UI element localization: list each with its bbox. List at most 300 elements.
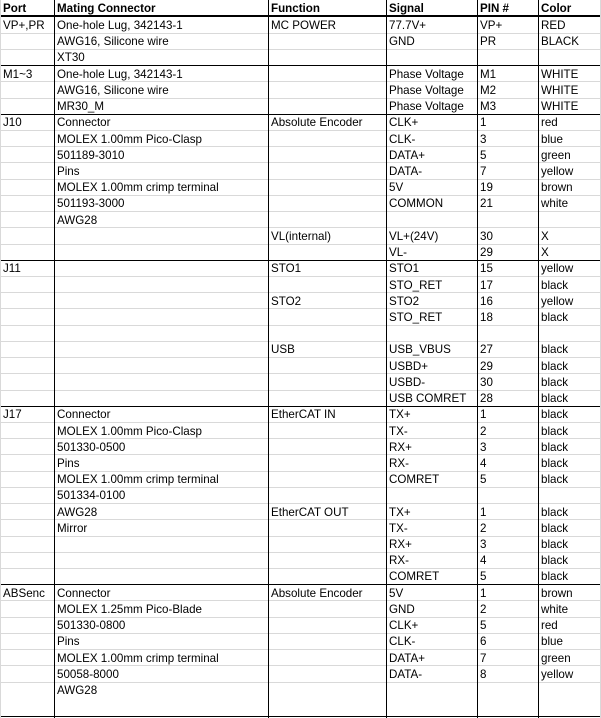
connector-cell: MOLEX 1.00mm Pico-Clasp — [57, 132, 202, 146]
function-cell — [271, 650, 385, 667]
column-divider — [0, 0, 1, 718]
port-cell — [3, 179, 52, 196]
color-cell: white — [541, 602, 569, 616]
table-row — [0, 33, 601, 50]
function-cell: STO2 — [271, 294, 302, 308]
signal-cell: Phase Voltage — [389, 67, 464, 81]
table-row — [0, 17, 601, 34]
signal-cell: CLK- — [389, 132, 416, 146]
port-cell — [3, 98, 52, 115]
table-row — [0, 536, 601, 553]
row-divider — [0, 665, 601, 666]
table-row — [0, 309, 601, 326]
function-cell — [271, 33, 385, 50]
pin-cell — [480, 49, 536, 66]
function-cell — [271, 666, 385, 683]
row-divider — [0, 422, 601, 423]
connector-cell: Pins — [57, 164, 80, 178]
row-divider — [0, 130, 601, 131]
port-cell — [3, 33, 52, 50]
table-bottom-border — [0, 716, 601, 717]
port-cell — [3, 650, 52, 667]
row-divider — [0, 341, 601, 342]
color-cell: black — [541, 440, 569, 454]
connector-cell — [57, 390, 267, 407]
table-row — [0, 585, 601, 602]
pin-cell: 21 — [480, 197, 493, 211]
color-cell: RED — [541, 19, 566, 32]
color-cell: X — [541, 246, 549, 260]
row-divider — [0, 65, 601, 66]
signal-cell — [389, 325, 475, 342]
connector-cell — [57, 536, 267, 553]
port-cell: VP+,PR — [3, 19, 45, 32]
table-row — [0, 325, 601, 342]
table-row — [0, 147, 601, 164]
connector-cell: MOLEX 1.00mm Pico-Clasp — [57, 424, 202, 438]
connector-cell: AWG28 — [57, 505, 98, 519]
port-cell — [3, 147, 52, 164]
color-cell: green — [541, 148, 571, 162]
color-cell: WHITE — [541, 67, 579, 81]
connector-cell: MR30_M — [57, 100, 105, 114]
port-cell: ABSenc — [3, 586, 45, 600]
function-cell: USB — [271, 343, 295, 357]
connector-cell: 501334-0100 — [57, 489, 126, 503]
color-cell — [541, 212, 599, 229]
signal-cell: STO2 — [389, 294, 420, 308]
signal-cell: CLK+ — [389, 116, 419, 130]
port-cell: J10 — [3, 116, 22, 130]
table-row — [0, 163, 601, 180]
port-cell — [3, 341, 52, 358]
port-cell — [3, 682, 52, 699]
row-divider — [0, 617, 601, 618]
connector-cell: One-hole Lug, 342143-1 — [57, 19, 183, 32]
connector-cell — [57, 244, 267, 261]
header-color: Color — [541, 2, 572, 15]
function-cell — [271, 147, 385, 164]
color-cell: yellow — [541, 164, 574, 178]
row-divider — [0, 195, 601, 196]
row-divider — [0, 276, 601, 277]
connector-cell: 501330-0500 — [57, 440, 126, 454]
table-row — [0, 374, 601, 391]
port-cell — [3, 195, 52, 212]
signal-cell: DATA+ — [389, 148, 425, 162]
signal-cell: STO_RET — [389, 310, 443, 324]
signal-cell: VL+(24V) — [389, 229, 439, 243]
color-cell: black — [541, 310, 569, 324]
color-cell: black — [541, 359, 569, 373]
color-cell: green — [541, 651, 571, 665]
port-cell: M1~3 — [3, 67, 33, 81]
header-mating-connector: Mating Connector — [57, 2, 156, 15]
row-divider — [0, 454, 601, 455]
function-cell — [271, 212, 385, 229]
signal-cell: COMRET — [389, 570, 440, 584]
port-cell — [3, 212, 52, 229]
port-cell — [3, 309, 52, 326]
signal-cell: DATA- — [389, 164, 423, 178]
row-divider — [0, 146, 601, 147]
pin-cell: 1 — [480, 408, 487, 422]
port-cell: J11 — [3, 262, 21, 276]
table-row — [0, 650, 601, 667]
table-row — [0, 520, 601, 537]
port-cell — [3, 131, 52, 148]
port-cell — [3, 277, 52, 294]
color-cell: WHITE — [541, 100, 579, 114]
pin-cell: VP+ — [480, 19, 503, 32]
connector-cell: AWG28 — [57, 213, 98, 227]
color-cell: black — [541, 473, 569, 487]
color-cell: black — [541, 408, 569, 422]
function-cell — [271, 601, 385, 618]
color-cell: black — [541, 505, 569, 519]
color-cell: brown — [541, 181, 573, 195]
connector-cell — [57, 228, 267, 245]
column-divider — [386, 0, 387, 718]
function-cell — [271, 163, 385, 180]
function-cell: Absolute Encoder — [271, 116, 363, 130]
function-cell — [271, 66, 385, 83]
function-cell — [271, 423, 385, 440]
function-cell — [271, 617, 385, 634]
connector-cell — [57, 552, 267, 569]
connector-cell: MOLEX 1.00mm crimp terminal — [57, 473, 219, 487]
table-row — [0, 49, 601, 66]
connector-cell: Pins — [57, 456, 80, 470]
color-cell: yellow — [541, 262, 574, 276]
port-cell — [3, 163, 52, 180]
pin-cell: 8 — [480, 667, 487, 681]
connector-cell — [57, 309, 267, 326]
color-cell — [541, 49, 599, 66]
table-row — [0, 82, 601, 99]
pin-cell: 19 — [480, 181, 493, 195]
pin-cell: 1 — [480, 586, 487, 600]
port-cell — [3, 617, 52, 634]
row-divider — [0, 552, 601, 553]
port-cell — [3, 374, 52, 391]
pin-cell: 2 — [480, 521, 487, 535]
function-cell — [271, 82, 385, 99]
color-cell: black — [541, 570, 569, 584]
connector-cell — [57, 374, 267, 391]
connector-cell: One-hole Lug, 342143-1 — [57, 67, 183, 81]
port-cell — [3, 633, 52, 650]
pin-cell: 17 — [480, 278, 493, 292]
color-cell: black — [541, 456, 569, 470]
signal-cell: CLK+ — [389, 619, 419, 633]
connector-cell: AWG28 — [57, 684, 98, 698]
table-row — [0, 487, 601, 504]
color-cell: blue — [541, 635, 563, 649]
row-divider — [0, 471, 601, 472]
color-cell: WHITE — [541, 83, 579, 97]
pin-cell: 16 — [480, 294, 493, 308]
color-cell: black — [541, 375, 569, 389]
column-divider — [54, 0, 55, 718]
header-signal: Signal — [389, 2, 424, 15]
function-cell — [271, 131, 385, 148]
connector-cell — [57, 341, 267, 358]
connector-cell: Connector — [57, 408, 111, 422]
table-row — [0, 114, 601, 131]
function-cell — [271, 179, 385, 196]
function-cell: VL(internal) — [271, 229, 331, 243]
color-cell: BLACK — [541, 35, 580, 49]
connector-cell: Mirror — [57, 521, 88, 535]
row-divider — [0, 536, 601, 537]
function-cell — [271, 633, 385, 650]
row-divider — [0, 373, 601, 374]
connector-cell: MOLEX 1.00mm crimp terminal — [57, 181, 219, 195]
color-cell: X — [541, 229, 549, 243]
row-divider — [0, 98, 601, 99]
port-cell — [3, 471, 52, 488]
connector-cell: 50058-8000 — [57, 667, 119, 681]
column-divider — [268, 0, 269, 718]
table-row — [0, 552, 601, 569]
pin-cell: 3 — [480, 132, 487, 146]
pin-cell — [480, 325, 536, 342]
signal-cell: VL- — [389, 246, 408, 260]
row-divider — [0, 179, 601, 180]
signal-cell: DATA- — [389, 667, 423, 681]
pin-cell: 18 — [480, 310, 493, 324]
port-cell — [3, 504, 52, 521]
function-cell — [271, 471, 385, 488]
connector-cell: 501193-3000 — [57, 197, 125, 211]
row-divider — [0, 584, 601, 585]
signal-cell: RX+ — [389, 440, 412, 454]
function-cell — [271, 374, 385, 391]
table-row — [0, 66, 601, 83]
pin-cell: 4 — [480, 554, 487, 568]
row-divider — [0, 227, 601, 228]
port-cell — [3, 82, 52, 99]
table-row — [0, 212, 601, 229]
pin-cell: 30 — [480, 375, 493, 389]
function-cell — [271, 98, 385, 115]
connector-cell — [57, 260, 267, 277]
table-row — [0, 244, 601, 261]
row-divider — [0, 260, 601, 261]
table-row — [0, 228, 601, 245]
row-divider — [0, 633, 601, 634]
port-cell — [3, 439, 52, 456]
table-row — [0, 633, 601, 650]
row-divider — [0, 438, 601, 439]
table-row — [0, 682, 601, 699]
port-cell — [3, 49, 52, 66]
pin-cell: 3 — [480, 538, 487, 552]
connector-cell: Connector — [57, 586, 111, 600]
pin-cell: M1 — [480, 67, 497, 81]
port-cell — [3, 358, 52, 375]
function-cell: STO1 — [271, 262, 302, 276]
connector-cell: AWG16, Silicone wire — [57, 35, 169, 49]
table-row — [0, 406, 601, 423]
header-pin: PIN # — [480, 2, 509, 15]
color-cell: brown — [541, 586, 573, 600]
connector-cell: MOLEX 1.25mm Pico-Blade — [57, 602, 202, 616]
function-cell: MC POWER — [271, 19, 337, 32]
color-cell: black — [541, 278, 569, 292]
connector-cell — [57, 358, 267, 375]
header-port: Port — [3, 2, 27, 15]
color-cell: yellow — [541, 294, 574, 308]
header-divider — [0, 15, 601, 17]
signal-cell: RX- — [389, 456, 409, 470]
signal-cell: USB_VBUS — [389, 343, 451, 357]
pin-cell: 28 — [480, 392, 493, 406]
row-divider — [0, 308, 601, 309]
port-cell — [3, 293, 52, 310]
pin-cell: 5 — [480, 148, 487, 162]
pin-cell: 29 — [480, 246, 493, 260]
signal-cell: STO1 — [389, 262, 420, 276]
table-row — [0, 617, 601, 634]
pin-cell: M2 — [480, 83, 497, 97]
pin-cell: 2 — [480, 424, 487, 438]
signal-cell: 5V — [389, 586, 404, 600]
color-cell — [541, 325, 599, 342]
signal-cell: DATA+ — [389, 651, 425, 665]
row-divider — [0, 244, 601, 245]
connector-cell — [57, 325, 267, 342]
row-divider — [0, 600, 601, 601]
table-row — [0, 179, 601, 196]
signal-cell: TX+ — [389, 505, 411, 519]
pin-cell: 2 — [480, 602, 487, 616]
port-cell: J17 — [3, 408, 22, 422]
function-cell — [271, 244, 385, 261]
signal-cell: USBD+ — [389, 359, 428, 373]
color-cell: black — [541, 538, 569, 552]
row-divider — [0, 568, 601, 569]
port-cell — [3, 325, 52, 342]
pin-cell: M3 — [480, 100, 497, 114]
port-cell — [3, 601, 52, 618]
signal-cell — [389, 487, 475, 504]
row-divider — [0, 49, 601, 50]
signal-cell: USBD- — [389, 375, 426, 389]
row-divider — [0, 519, 601, 520]
row-divider — [0, 33, 601, 34]
table-row — [0, 293, 601, 310]
row-divider — [0, 682, 601, 683]
pin-cell — [480, 487, 536, 504]
function-cell — [271, 455, 385, 472]
table-row — [0, 131, 601, 148]
connector-cell: XT30 — [57, 51, 85, 65]
column-divider — [477, 0, 478, 718]
function-cell — [271, 49, 385, 66]
pin-cell: 30 — [480, 229, 493, 243]
color-cell: black — [541, 521, 569, 535]
color-cell — [541, 682, 599, 699]
port-cell — [3, 455, 52, 472]
color-cell: black — [541, 392, 569, 406]
function-cell: EtherCAT OUT — [271, 505, 349, 519]
signal-cell — [389, 682, 475, 699]
signal-cell: Phase Voltage — [389, 83, 464, 97]
table-row — [0, 568, 601, 585]
color-cell: red — [541, 619, 558, 633]
pin-cell: PR — [480, 35, 497, 49]
pin-cell: 7 — [480, 651, 487, 665]
pin-cell: 27 — [480, 343, 493, 357]
function-cell — [271, 390, 385, 407]
connector-cell: 501330-0800 — [57, 619, 126, 633]
signal-cell: RX+ — [389, 538, 412, 552]
pin-cell: 7 — [480, 164, 487, 178]
pin-cell — [480, 682, 536, 699]
connector-cell: 501189-3010 — [57, 148, 125, 162]
function-cell: EtherCAT IN — [271, 408, 336, 422]
header-function: Function — [271, 2, 320, 15]
function-cell — [271, 536, 385, 553]
port-cell — [3, 552, 52, 569]
signal-cell: TX- — [389, 521, 408, 535]
table-row — [0, 439, 601, 456]
signal-cell: STO_RET — [389, 278, 443, 292]
function-cell: Absolute Encoder — [271, 586, 363, 600]
table-row — [0, 423, 601, 440]
port-cell — [3, 666, 52, 683]
function-cell — [271, 568, 385, 585]
table-row — [0, 455, 601, 472]
signal-cell: Phase Voltage — [389, 100, 464, 114]
table-row — [0, 260, 601, 277]
row-divider — [0, 406, 601, 407]
port-cell — [3, 568, 52, 585]
pin-cell: 1 — [480, 116, 487, 130]
connector-cell: Connector — [57, 116, 111, 130]
signal-cell: 5V — [389, 181, 404, 195]
connector-cell: Pins — [57, 635, 80, 649]
function-cell — [271, 277, 385, 294]
table-row — [0, 666, 601, 683]
port-cell — [3, 536, 52, 553]
port-cell — [3, 487, 52, 504]
function-cell — [271, 682, 385, 699]
color-cell: black — [541, 343, 569, 357]
connector-cell — [57, 568, 267, 585]
row-divider — [0, 211, 601, 212]
signal-cell: USB COMRET — [389, 392, 467, 406]
table-row — [0, 277, 601, 294]
pin-cell: 5 — [480, 570, 487, 584]
table-row — [0, 601, 601, 618]
signal-cell: RX- — [389, 554, 409, 568]
row-divider — [0, 81, 601, 82]
connector-cell — [57, 277, 267, 294]
pin-cell: 1 — [480, 505, 487, 519]
signal-cell: COMRET — [389, 473, 440, 487]
port-cell — [3, 228, 52, 245]
pin-cell: 6 — [480, 635, 487, 649]
color-cell: black — [541, 424, 569, 438]
port-cell — [3, 244, 52, 261]
color-cell: black — [541, 554, 569, 568]
color-cell: white — [541, 197, 569, 211]
function-cell — [271, 520, 385, 537]
row-divider — [0, 162, 601, 163]
